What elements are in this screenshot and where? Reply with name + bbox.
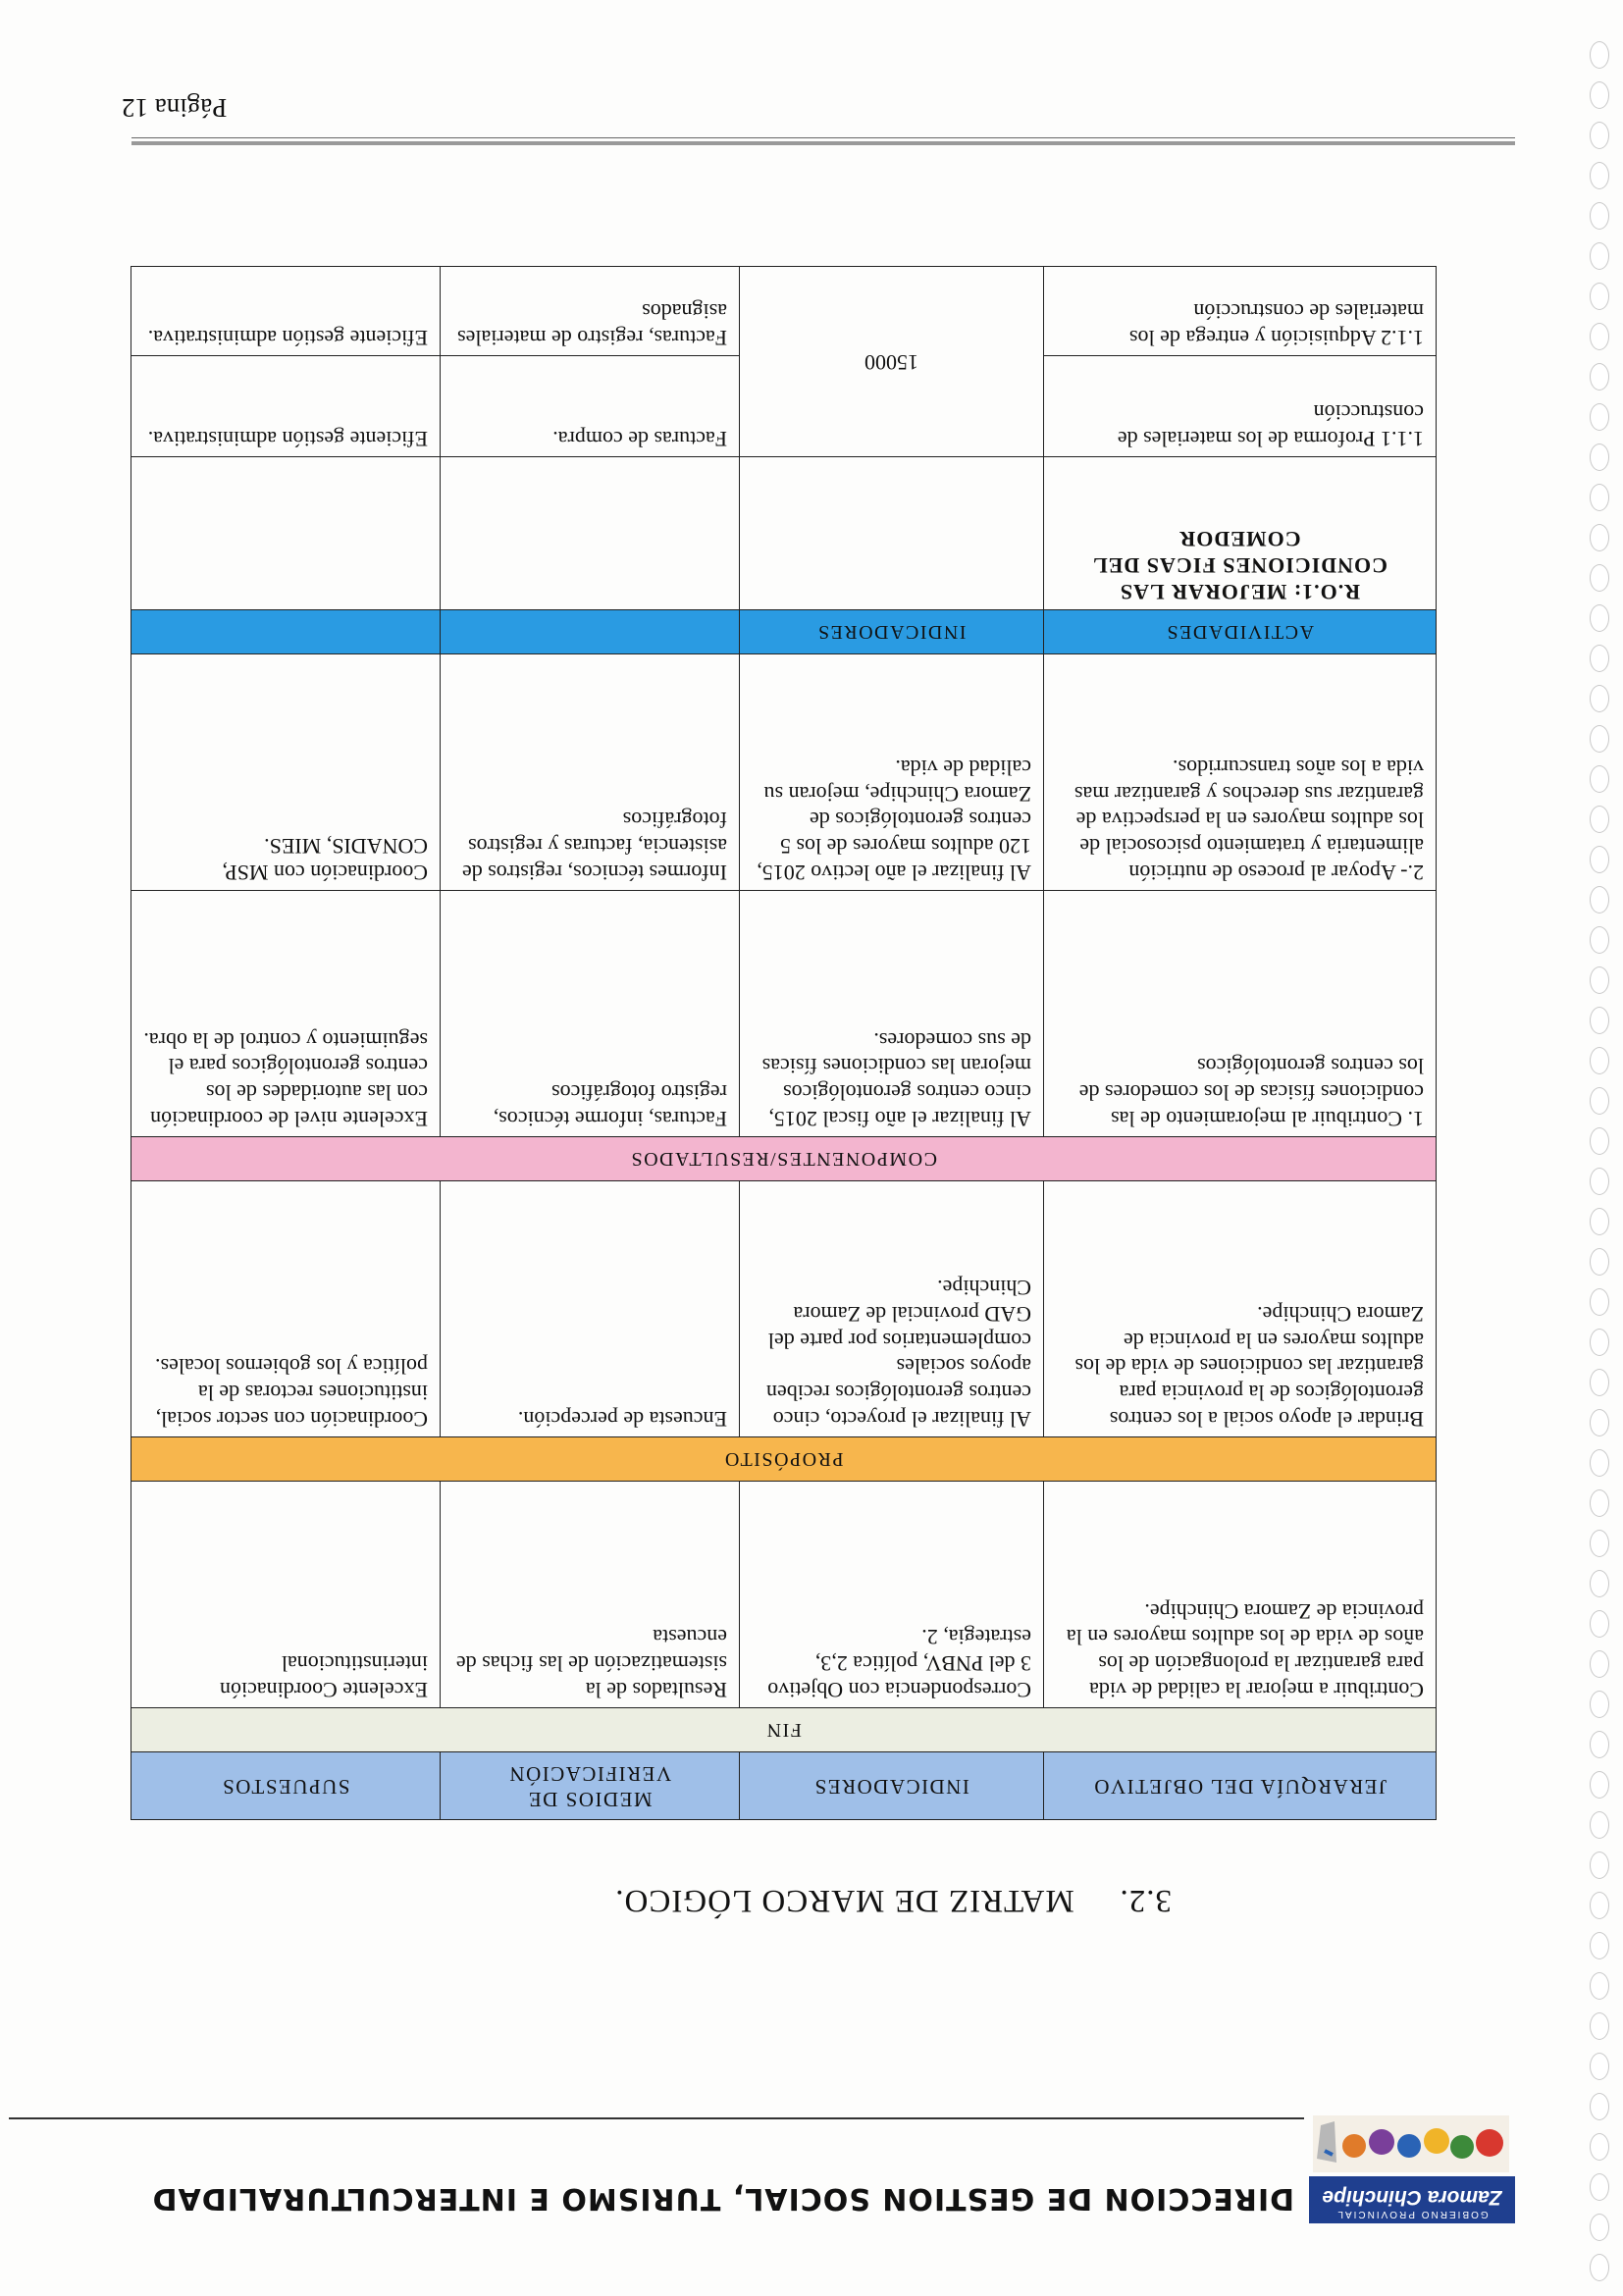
proposito-indicador: Al finalizar el proyecto, cinco centros gerontológicos reciben apoyos sociales complementarios por parte del GAD provincial de Zamora Chinchipe. xyxy=(740,1181,1044,1437)
binder-hole xyxy=(1590,926,1609,954)
componente1-supuestos: Excelente nivel de coordinación con las autoridades de los centros gerontológicos para el seguimiento y control de la obra. xyxy=(131,891,441,1137)
binder-hole xyxy=(1590,1047,1609,1074)
binder-hole xyxy=(1590,283,1609,310)
binder-hole xyxy=(1590,1449,1609,1477)
binder-hole xyxy=(1590,2053,1609,2080)
binder-hole xyxy=(1590,645,1609,672)
actividad-111-medios: Facturas de compra. xyxy=(441,356,740,457)
componente2-objetivo: 2.- Apoyar al proceso de nutrición alimentaria y tratamiento psicosocial de los adultos mayores en la perspectiva de garantizar sus derechos y garantizar mas vida a los años transcurridos. xyxy=(1044,654,1437,891)
col-header-indicadores: INDICADORES xyxy=(740,1752,1044,1820)
table-row xyxy=(131,1482,1437,1708)
section-row-componentes xyxy=(131,1137,1437,1181)
table-row xyxy=(131,356,1437,457)
binder-hole xyxy=(1590,202,1609,230)
ro1-supuestos-blank xyxy=(131,457,441,610)
binder-hole xyxy=(1590,1892,1609,1919)
actividad-111-objetivo: 1.1.1 Proforma de los materiales de construcción xyxy=(1044,356,1437,457)
section-label-actividades: ACTIVIDADES xyxy=(1044,610,1437,654)
binder-hole xyxy=(1590,765,1609,793)
actividad-112-objetivo: 1.1.2 Adquisición y entrega de los materiales de construcción xyxy=(1044,267,1437,356)
section-title: MATRIZ DE MARCO LÓGICO. xyxy=(614,1883,1074,1918)
section-label-indicadores: INDICADORES xyxy=(740,610,1044,654)
presupuesto-value: 15000 xyxy=(740,267,1044,457)
footer-rule xyxy=(131,141,1515,145)
binder-hole xyxy=(1590,323,1609,350)
table-row xyxy=(131,457,1437,610)
section-row-proposito xyxy=(131,1437,1437,1482)
binder-hole xyxy=(1590,2093,1609,2120)
binder-hole xyxy=(1590,725,1609,753)
fin-indicador: Correspondencia con Objetivo 3 del PNBV, política 2,3, estrategia, 2. xyxy=(740,1482,1044,1708)
header-rule xyxy=(9,2117,1304,2119)
table-row xyxy=(131,891,1437,1137)
componente1-medios: Facturas, informe técnicos, registro fotográficos xyxy=(441,891,740,1137)
binder-hole xyxy=(1590,122,1609,149)
binder-hole xyxy=(1590,1329,1609,1356)
binder-hole xyxy=(1590,2173,1609,2201)
binder-hole xyxy=(1590,1932,1609,1959)
section-label-proposito: PROPÓSITO xyxy=(131,1437,1437,1482)
ro1-title: R.O.1: MEJORAR LAS CONDICIONES FICAS DEL COMEDOR xyxy=(1044,457,1437,610)
binder-hole xyxy=(1590,1087,1609,1115)
binder-hole xyxy=(1590,966,1609,994)
binder-hole xyxy=(1590,1489,1609,1517)
section-heading xyxy=(190,1882,1172,1918)
section-label-fin: FIN xyxy=(131,1708,1437,1752)
binder-hole xyxy=(1590,886,1609,913)
binder-hole xyxy=(1590,403,1609,431)
footer-rule-thin xyxy=(131,137,1515,138)
componente1-indicador: Al finalizar el año fiscal 2015, cinco centros gerontológicos mejoran las condiciones físicas de sus comedores. xyxy=(740,891,1044,1137)
binder-hole xyxy=(1590,1168,1609,1195)
fin-objetivo: Contribuir a mejorar la calidad de vida para garantizar la prolongación de los años de vida de los adultos mayores en la provincia de Zamora Chinchipe. xyxy=(1044,1482,1437,1708)
componente2-supuestos: Coordinación con MSP, CONADIS, MIES. xyxy=(131,654,441,891)
binder-hole xyxy=(1590,1972,1609,2000)
logical-framework-matrix xyxy=(131,266,1437,1820)
binder-hole xyxy=(1590,81,1609,109)
section-row-fin xyxy=(131,1708,1437,1752)
table-row xyxy=(131,1181,1437,1437)
ro1-indicador-blank xyxy=(740,457,1044,610)
binder-hole xyxy=(1590,2012,1609,2040)
binder-hole xyxy=(1590,1610,1609,1638)
binder-hole xyxy=(1590,806,1609,833)
binder-hole xyxy=(1590,846,1609,873)
section-blank-medios xyxy=(441,610,740,654)
binder-hole xyxy=(1590,1811,1609,1839)
binder-hole xyxy=(1590,1691,1609,1718)
proposito-objetivo: Brindar el apoyo social a los centros gerontológicos de la provincia para garantizar las condiciones de vida de los adultos mayores en la provincia de Zamora Chinchipe. xyxy=(1044,1181,1437,1437)
binder-hole xyxy=(1590,1731,1609,1758)
binder-hole xyxy=(1590,1771,1609,1799)
gad-logo xyxy=(1309,2114,1515,2227)
componente2-indicador: Al finalizar el año lectivo 2015, 120 adultos mayores de los 5 centros gerontológicos de Zamora Chinchipe, mejoran su calidad de vida. xyxy=(740,654,1044,891)
section-blank-supuestos xyxy=(131,610,441,654)
binder-hole xyxy=(1590,2254,1609,2281)
binder-hole xyxy=(1590,1369,1609,1396)
binder-hole xyxy=(1590,1570,1609,1597)
table-header-row xyxy=(131,1752,1437,1820)
binder-hole xyxy=(1590,2133,1609,2161)
table-row xyxy=(131,654,1437,891)
componente1-objetivo: 1. Contribuir al mejoramiento de las condiciones físicas de los comedores de los centros gerontológicos xyxy=(1044,891,1437,1137)
logo-line1: GOBIERNO PROVINCIAL xyxy=(1335,2209,1489,2219)
binder-hole xyxy=(1590,1409,1609,1436)
logo-illustration xyxy=(1313,2115,1509,2172)
section-number: 3.2. xyxy=(1119,1883,1172,1918)
binder-holes xyxy=(1580,15,1609,2281)
binder-hole xyxy=(1590,162,1609,189)
actividad-111-supuestos: Eficiente gestión administrativa. xyxy=(131,356,441,457)
logo-banner xyxy=(1309,2176,1515,2223)
logo-line2: Zamora Chinchipe xyxy=(1322,2186,1502,2209)
page-header xyxy=(33,2110,1515,2227)
proposito-medios: Encuesta de percepción. xyxy=(441,1181,740,1437)
binder-hole xyxy=(1590,524,1609,551)
binder-hole xyxy=(1590,242,1609,270)
binder-hole xyxy=(1590,604,1609,632)
section-row-actividades xyxy=(131,610,1437,654)
binder-hole xyxy=(1590,41,1609,69)
binder-hole xyxy=(1590,1288,1609,1316)
binder-hole xyxy=(1590,1248,1609,1276)
actividad-112-medios: Facturas, registro de materiales asignados xyxy=(441,267,740,356)
binder-hole xyxy=(1590,1530,1609,1557)
binder-hole xyxy=(1590,484,1609,511)
binder-hole xyxy=(1590,685,1609,712)
binder-hole xyxy=(1590,2214,1609,2241)
col-header-objetivo: JERARQUÍA DEL OBJETIVO xyxy=(1044,1752,1437,1820)
actividad-112-supuestos: Eficiente gestión administrativa. xyxy=(131,267,441,356)
col-header-supuestos: SUPUESTOS xyxy=(131,1752,441,1820)
proposito-supuestos: Coordinación con sector social, instituciones rectoras de la política y los gobiernos locales. xyxy=(131,1181,441,1437)
section-label-componentes: COMPONENTES/RESULTADOS xyxy=(131,1137,1437,1181)
binder-hole xyxy=(1590,1650,1609,1678)
department-title: DIRECCION DE GESTION SOCIAL, TURISMO E INTERCULTURALIDAD xyxy=(151,2181,1294,2216)
col-header-medios: MEDIOS DE VERIFICACIÓN xyxy=(441,1752,740,1820)
binder-hole xyxy=(1590,1852,1609,1879)
fin-supuestos: Excelente Coordinación interinstitucional xyxy=(131,1482,441,1708)
binder-hole xyxy=(1590,363,1609,391)
componente2-medios: Informes técnicos, registros de asistencia, facturas y registros fotográficos xyxy=(441,654,740,891)
fin-medios: Resultados de la sistematización de las fichas de encuesta xyxy=(441,1482,740,1708)
binder-hole xyxy=(1590,1208,1609,1235)
page-number: Página 12 xyxy=(122,93,228,123)
binder-hole xyxy=(1590,444,1609,471)
binder-hole xyxy=(1590,1127,1609,1155)
ro1-medios-blank xyxy=(441,457,740,610)
binder-hole xyxy=(1590,1007,1609,1034)
binder-hole xyxy=(1590,564,1609,592)
